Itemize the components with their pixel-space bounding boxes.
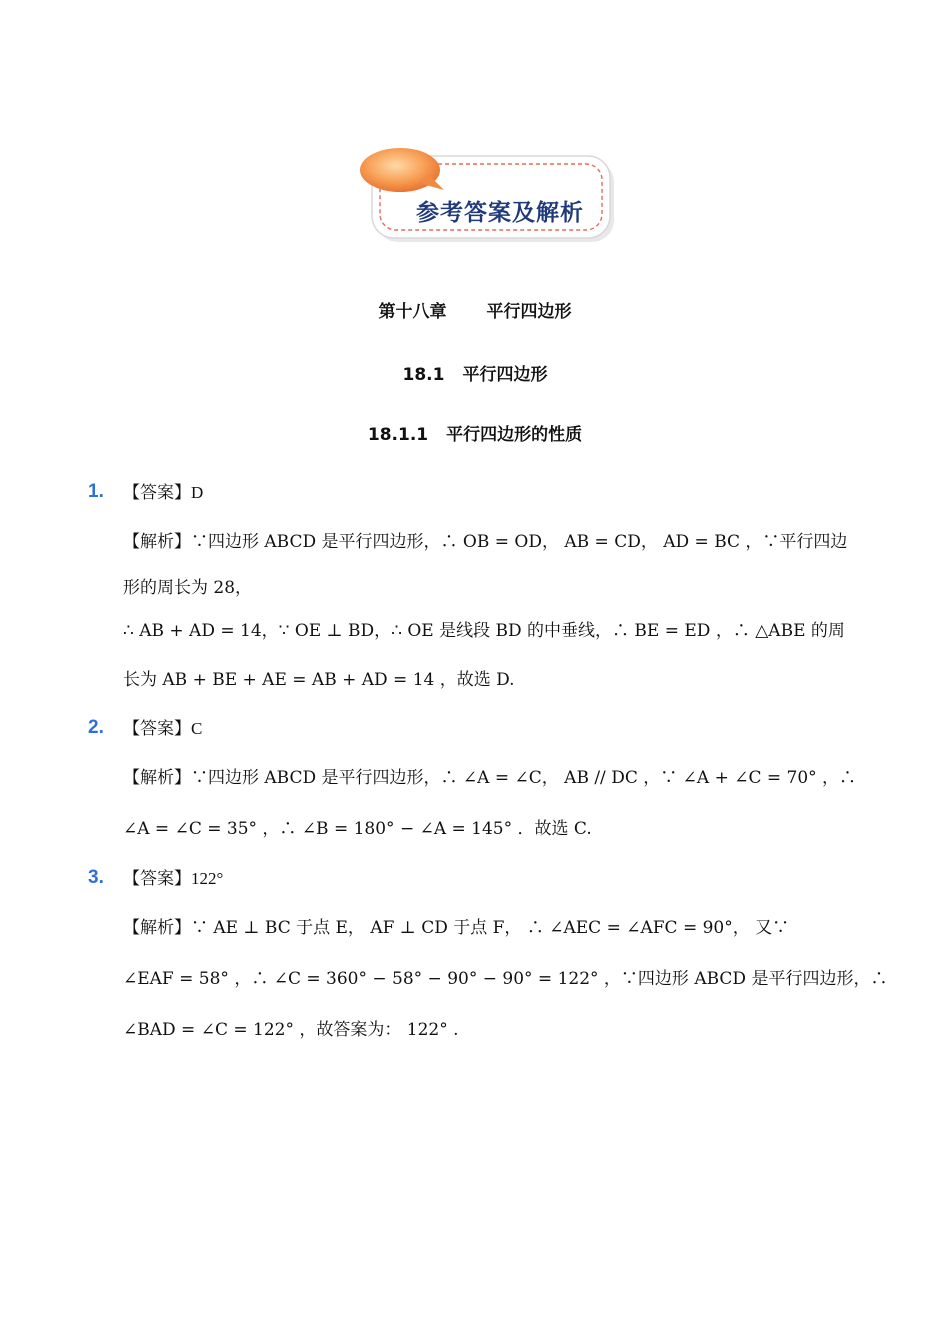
explanation-line: ∴ AB + AD = 14，∵ OE ⊥ BD，∴ OE 是线段 BD 的中垂线，∴ BE = ED ，∴ △ABE 的周 [123,621,845,641]
subsection-heading [0,420,950,445]
subsection-number: 18.1.1 [367,425,429,445]
question-number: 2. [88,717,104,738]
explanation-line: 【解析】∵四边形 ABCD 是平行四边形，∴ ∠A = ∠C， AB // DC ，∵ ∠A + ∠C = 70° ，∴ [123,768,857,788]
answer-value: C [191,719,203,738]
explanation-line: ∠EAF = 58° ，∴ ∠C = 360° − 58° − 90° − 90° = 122° ，∵四边形 ABCD 是平行四边形，∴ [123,969,888,989]
answer-label: 【答案】 [123,719,191,739]
banner-title: 参考答案及解析 [416,200,584,226]
section-number: 18.1 [402,365,445,385]
chapter-heading [0,297,950,322]
answer-value: 122° [191,869,224,888]
explanation-line: 【解析】∵ AE ⊥ BC 于点 E， AF ⊥ CD 于点 F， ∴ ∠AEC = ∠AFC = 90°， 又∵ [123,918,790,938]
section-title: 平行四边形 [462,365,548,385]
explanation-line: 【解析】∵四边形 ABCD 是平行四边形，∴ OB = OD， AB = CD， AD = BC ，∵平行四边 [123,532,848,552]
answer-label: 【答案】 [123,483,191,503]
section-heading [0,360,950,385]
title-banner [356,146,618,246]
answer-line [123,481,863,505]
explanation-line: 形的周长为 28， [123,578,253,598]
answer-line [123,867,863,891]
subsection-title: 平行四边形的性质 [446,425,583,445]
explanation-line: 长为 AB + BE + AE = AB + AD = 14 ，故选 D. [123,670,515,690]
explanation-line: ∠BAD = ∠C = 122° ，故答案为： 122° . [123,1020,459,1040]
chapter-title: 平行四边形 [486,302,572,322]
answer-line [123,717,863,741]
answer-value: D [191,483,204,502]
chapter-number: 第十八章 [378,302,447,322]
question-number: 3. [88,867,104,888]
explanation-line: ∠A = ∠C = 35° ，∴ ∠B = 180° − ∠A = 145° ．故选 C. [123,819,592,839]
answer-label: 【答案】 [123,869,191,889]
question-number: 1. [88,481,104,502]
